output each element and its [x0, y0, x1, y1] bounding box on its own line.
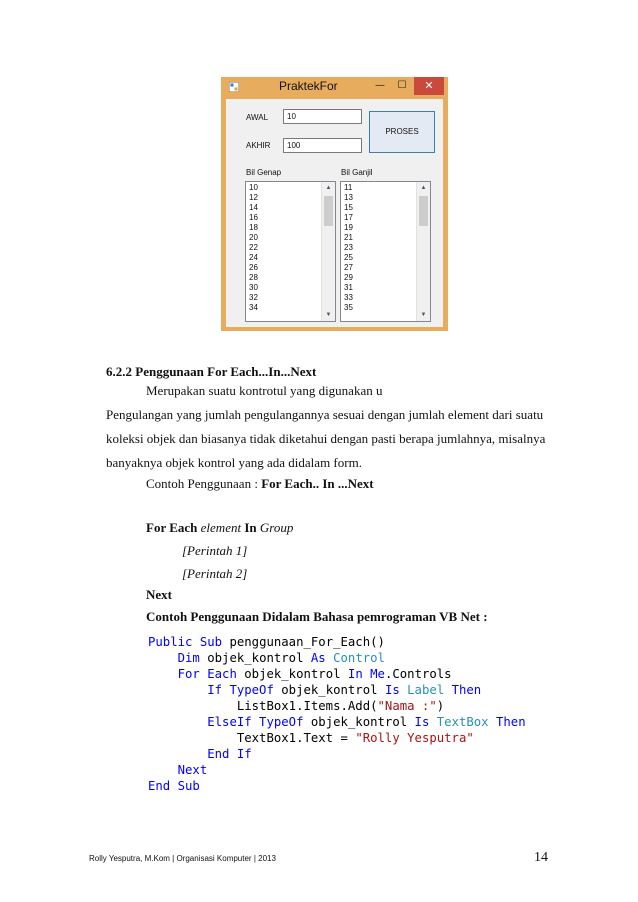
list-item[interactable]: 30 — [249, 283, 258, 292]
paragraph-line: Pengulangan yang jumlah pengulangannya sesuai dengan jumlah element dari suatu — [106, 407, 544, 422]
code-line: End Sub — [148, 779, 200, 793]
list-item[interactable]: 33 — [344, 293, 353, 302]
list-item[interactable]: 31 — [344, 283, 353, 292]
list-item[interactable]: 12 — [249, 193, 258, 202]
awal-label: AWAL — [246, 113, 269, 122]
list-item[interactable]: 27 — [344, 263, 353, 272]
praktekfor-window — [221, 77, 448, 331]
list-item[interactable]: 21 — [344, 233, 353, 242]
code-listing — [148, 634, 526, 794]
scroll-thumb[interactable] — [419, 196, 428, 226]
window-client-area — [226, 99, 443, 327]
genap-items — [249, 183, 258, 313]
code-line: Dim objek_kontrol As Control — [177, 651, 385, 665]
list-item[interactable]: 13 — [344, 193, 353, 202]
window-titlebar[interactable] — [221, 77, 448, 97]
scroll-up-icon[interactable]: ▲ — [420, 185, 427, 191]
scroll-thumb[interactable] — [324, 196, 333, 226]
list-item[interactable]: 34 — [249, 303, 258, 312]
scroll-up-icon[interactable]: ▲ — [325, 185, 332, 191]
code-line: For Each objek_kontrol In Me.Controls — [177, 667, 452, 681]
syntax-group: Group — [259, 520, 294, 535]
usage-prefix: Contoh Penggunaan : — [146, 476, 258, 491]
code-heading: Contoh Penggunaan Didalam Bahasa pemrograman VB Net : — [146, 609, 488, 624]
code-line: ListBox1.Items.Add("Nama :") — [236, 699, 445, 713]
maximize-button[interactable]: ☐ — [397, 80, 407, 91]
syntax-line — [146, 520, 293, 536]
list-item[interactable]: 24 — [249, 253, 258, 262]
paragraph-line: Merupakan suatu kontrotul yang digunakan u — [146, 383, 383, 398]
code-line: ElseIf TypeOf objek_kontrol Is TextBox Then — [207, 715, 526, 729]
page-footer: Rolly Yesputra, M.Kom | Organisasi Komputer | 2013 — [89, 854, 276, 863]
code-line: Next — [177, 763, 208, 777]
paragraph-line: banyaknya objek kontrol yang ada didalam form. — [106, 455, 362, 470]
paragraph-line: koleksi objek dan biasanya tidak diketahui dengan pasti berapa jumlahnya, misalnya — [106, 431, 546, 446]
list-item[interactable]: 11 — [344, 183, 353, 192]
close-button[interactable]: ✕ — [414, 77, 444, 95]
list-item[interactable]: 32 — [249, 293, 258, 302]
list-item[interactable]: 10 — [249, 183, 258, 192]
ganjil-scrollbar[interactable] — [416, 182, 430, 321]
scroll-down-icon[interactable]: ▼ — [325, 312, 332, 318]
genap-scrollbar[interactable] — [321, 182, 335, 321]
list-item[interactable]: 28 — [249, 273, 258, 282]
code-line: TextBox1.Text = "Rolly Yesputra" — [236, 731, 474, 745]
list-item[interactable]: 18 — [249, 223, 258, 232]
syntax-statement: [Perintah 1] — [182, 543, 248, 558]
syntax-statement: [Perintah 2] — [182, 566, 248, 581]
code-line: End If — [207, 747, 252, 761]
list-item[interactable]: 16 — [249, 213, 258, 222]
page-number: 14 — [534, 850, 548, 865]
syntax-element: element — [200, 520, 242, 535]
akhir-input[interactable]: 100 — [283, 138, 362, 153]
proses-button[interactable]: PROSES — [369, 111, 435, 153]
window-title: PraktekFor — [279, 79, 338, 93]
usage-value: For Each.. In ...Next — [261, 476, 374, 491]
list-item[interactable]: 26 — [249, 263, 258, 272]
code-line: If TypeOf objek_kontrol Is Label Then — [207, 683, 482, 697]
code-line: Public Sub penggunaan_For_Each() — [148, 635, 385, 649]
list-item[interactable]: 35 — [344, 303, 353, 312]
list-item[interactable]: 29 — [344, 273, 353, 282]
app-icon — [229, 82, 239, 92]
list-item[interactable]: 22 — [249, 243, 258, 252]
syntax-keyword: For Each — [146, 520, 198, 535]
scroll-down-icon[interactable]: ▼ — [420, 312, 427, 318]
usage-line — [146, 476, 374, 492]
bil-genap-label: Bil Genap — [246, 168, 282, 177]
syntax-next: Next — [146, 587, 172, 602]
list-item[interactable]: 19 — [344, 223, 353, 232]
bil-ganjil-listbox[interactable] — [340, 181, 431, 322]
akhir-label: AKHIR — [246, 141, 271, 150]
minimize-button[interactable]: — — [375, 80, 385, 91]
list-item[interactable]: 15 — [344, 203, 353, 212]
list-item[interactable]: 25 — [344, 253, 353, 262]
list-item[interactable]: 17 — [344, 213, 353, 222]
bil-ganjil-label: Bil Ganjil — [341, 168, 373, 177]
awal-input[interactable]: 10 — [283, 109, 362, 124]
section-heading: 6.2.2 Penggunaan For Each...In...Next — [106, 364, 317, 379]
syntax-keyword: In — [244, 520, 257, 535]
list-item[interactable]: 23 — [344, 243, 353, 252]
bil-genap-listbox[interactable] — [245, 181, 336, 322]
ganjil-items — [344, 183, 353, 313]
list-item[interactable]: 20 — [249, 233, 258, 242]
list-item[interactable]: 14 — [249, 203, 258, 212]
